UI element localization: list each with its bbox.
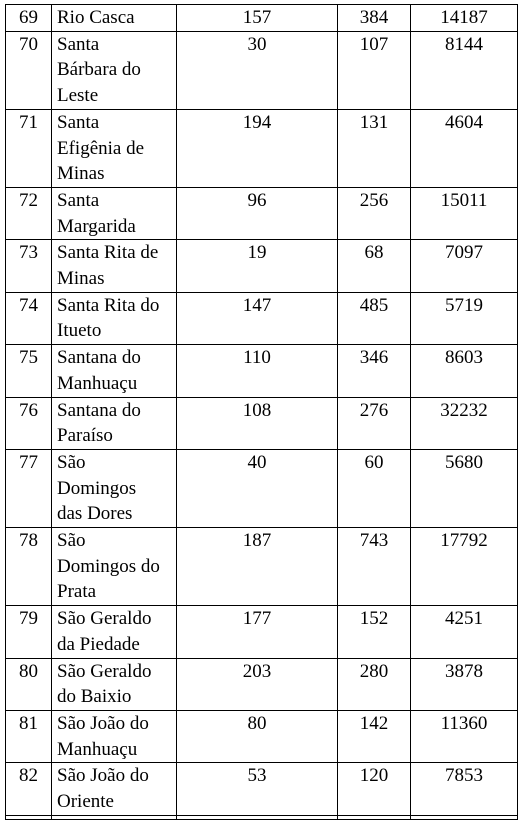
table-row: [6, 449, 518, 527]
partial-cell: [411, 815, 518, 819]
value-b-cell: 68: [338, 240, 411, 292]
value-c-cell: 8603: [411, 345, 518, 397]
municipality-name-line: Santana do: [57, 399, 141, 421]
municipality-name-line: Itueto: [57, 320, 102, 342]
value-b-cell: 152: [338, 606, 411, 658]
value-a-cell: 53: [177, 763, 338, 815]
value-c-cell: 8144: [411, 31, 518, 109]
municipality-name-cell: [52, 5, 177, 32]
partial-cell: [52, 815, 177, 819]
row-number-cell: 77: [6, 449, 52, 527]
row-number-cell: 78: [6, 528, 52, 606]
value-a-cell: 157: [177, 5, 338, 32]
value-b-cell: 384: [338, 5, 411, 32]
municipality-name-line: São: [57, 451, 86, 473]
partial-cell: [6, 815, 52, 819]
value-c-cell: 17792: [411, 528, 518, 606]
value-c-cell: 15011: [411, 187, 518, 239]
value-b-cell: 120: [338, 763, 411, 815]
municipality-name-line: Manhuaçu: [57, 738, 138, 760]
table-row: [6, 345, 518, 397]
value-a-cell: 30: [177, 31, 338, 109]
value-b-cell: 60: [338, 449, 411, 527]
row-number-cell: 72: [6, 187, 52, 239]
value-c-cell: 11360: [411, 710, 518, 762]
municipality-name-line: Prata: [57, 581, 97, 603]
municipality-name-line: São Geraldo: [57, 660, 152, 682]
value-b-cell: 142: [338, 710, 411, 762]
municipality-name-line: São Geraldo: [57, 608, 152, 630]
municipality-name-cell: [52, 528, 177, 606]
value-b-cell: 346: [338, 345, 411, 397]
row-number-cell: 81: [6, 710, 52, 762]
municipality-name-line: da Piedade: [57, 633, 140, 655]
value-c-cell: 7853: [411, 763, 518, 815]
row-number-cell: 74: [6, 292, 52, 344]
municipality-name-line: Santa Rita do: [57, 294, 160, 316]
municipality-name-line: São João do: [57, 765, 149, 787]
municipality-name-line: São: [57, 530, 86, 552]
municipality-name-line: Santa: [57, 189, 100, 211]
value-a-cell: 96: [177, 187, 338, 239]
table-row: [6, 528, 518, 606]
table-row: [6, 397, 518, 449]
municipality-name-line: Manhuaçu: [57, 372, 138, 394]
value-c-cell: 14187: [411, 5, 518, 32]
value-a-cell: 110: [177, 345, 338, 397]
municipality-name-line: Minas: [57, 268, 105, 290]
municipality-name-line: Leste: [57, 85, 99, 107]
value-b-cell: 280: [338, 658, 411, 710]
municipality-name-line: Margarida: [57, 215, 136, 237]
value-a-cell: 108: [177, 397, 338, 449]
table-row: [6, 763, 518, 815]
municipality-name-line: Domingos do: [57, 555, 160, 577]
value-a-cell: 147: [177, 292, 338, 344]
municipality-name-line: São João do: [57, 712, 149, 734]
value-b-cell: 256: [338, 187, 411, 239]
municipality-table: [5, 4, 518, 820]
value-c-cell: 4251: [411, 606, 518, 658]
table-row: [6, 109, 518, 187]
value-a-cell: 203: [177, 658, 338, 710]
municipality-name-line: Oriente: [57, 791, 114, 813]
municipality-name-line: do Baixio: [57, 686, 132, 708]
table-row: [6, 292, 518, 344]
municipality-name-cell: [52, 345, 177, 397]
municipality-name-line: Santa Rita de: [57, 242, 159, 264]
municipality-name-line: Rio Casca: [57, 7, 135, 28]
municipality-name-line: Domingos: [57, 477, 137, 499]
row-number-cell: 80: [6, 658, 52, 710]
row-number-cell: 70: [6, 31, 52, 109]
municipality-name-cell: [52, 31, 177, 109]
value-b-cell: 743: [338, 528, 411, 606]
value-c-cell: 5680: [411, 449, 518, 527]
municipality-name-line: Efigênia de: [57, 137, 145, 159]
value-c-cell: 32232: [411, 397, 518, 449]
municipality-name-line: Minas: [57, 163, 105, 185]
table-row-partial: [6, 815, 518, 819]
municipality-name-cell: [52, 109, 177, 187]
municipality-name-line: Santana do: [57, 347, 141, 369]
municipality-name-cell: [52, 710, 177, 762]
value-a-cell: 187: [177, 528, 338, 606]
row-number-cell: 82: [6, 763, 52, 815]
value-a-cell: 80: [177, 710, 338, 762]
municipality-name-cell: [52, 187, 177, 239]
row-number-cell: 76: [6, 397, 52, 449]
partial-cell: [338, 815, 411, 819]
value-a-cell: 40: [177, 449, 338, 527]
municipality-name-cell: [52, 449, 177, 527]
table-row: [6, 187, 518, 239]
value-c-cell: 3878: [411, 658, 518, 710]
table-row: [6, 31, 518, 109]
row-number-cell: 75: [6, 345, 52, 397]
table-row: [6, 240, 518, 292]
municipality-name-line: Bárbara do: [57, 59, 141, 81]
row-number-cell: 71: [6, 109, 52, 187]
table-body: [6, 5, 518, 820]
table-row: [6, 658, 518, 710]
municipality-name-line: Paraíso: [57, 425, 113, 447]
value-c-cell: 4604: [411, 109, 518, 187]
municipality-name-line: Santa: [57, 33, 100, 55]
value-b-cell: 276: [338, 397, 411, 449]
value-c-cell: 7097: [411, 240, 518, 292]
municipality-name-line: Santa: [57, 111, 100, 133]
municipality-name-cell: [52, 397, 177, 449]
partial-cell: [177, 815, 338, 819]
table-row: [6, 5, 518, 32]
value-b-cell: 107: [338, 31, 411, 109]
value-b-cell: 485: [338, 292, 411, 344]
municipality-name-line: das Dores: [57, 503, 133, 525]
value-b-cell: 131: [338, 109, 411, 187]
table-row: [6, 606, 518, 658]
value-c-cell: 5719: [411, 292, 518, 344]
row-number-cell: 69: [6, 5, 52, 32]
municipality-name-cell: [52, 606, 177, 658]
table-row: [6, 710, 518, 762]
municipality-name-cell: [52, 292, 177, 344]
row-number-cell: 79: [6, 606, 52, 658]
municipality-name-cell: [52, 240, 177, 292]
row-number-cell: 73: [6, 240, 52, 292]
municipality-name-cell: [52, 763, 177, 815]
value-a-cell: 19: [177, 240, 338, 292]
value-a-cell: 194: [177, 109, 338, 187]
value-a-cell: 177: [177, 606, 338, 658]
municipality-name-cell: [52, 658, 177, 710]
